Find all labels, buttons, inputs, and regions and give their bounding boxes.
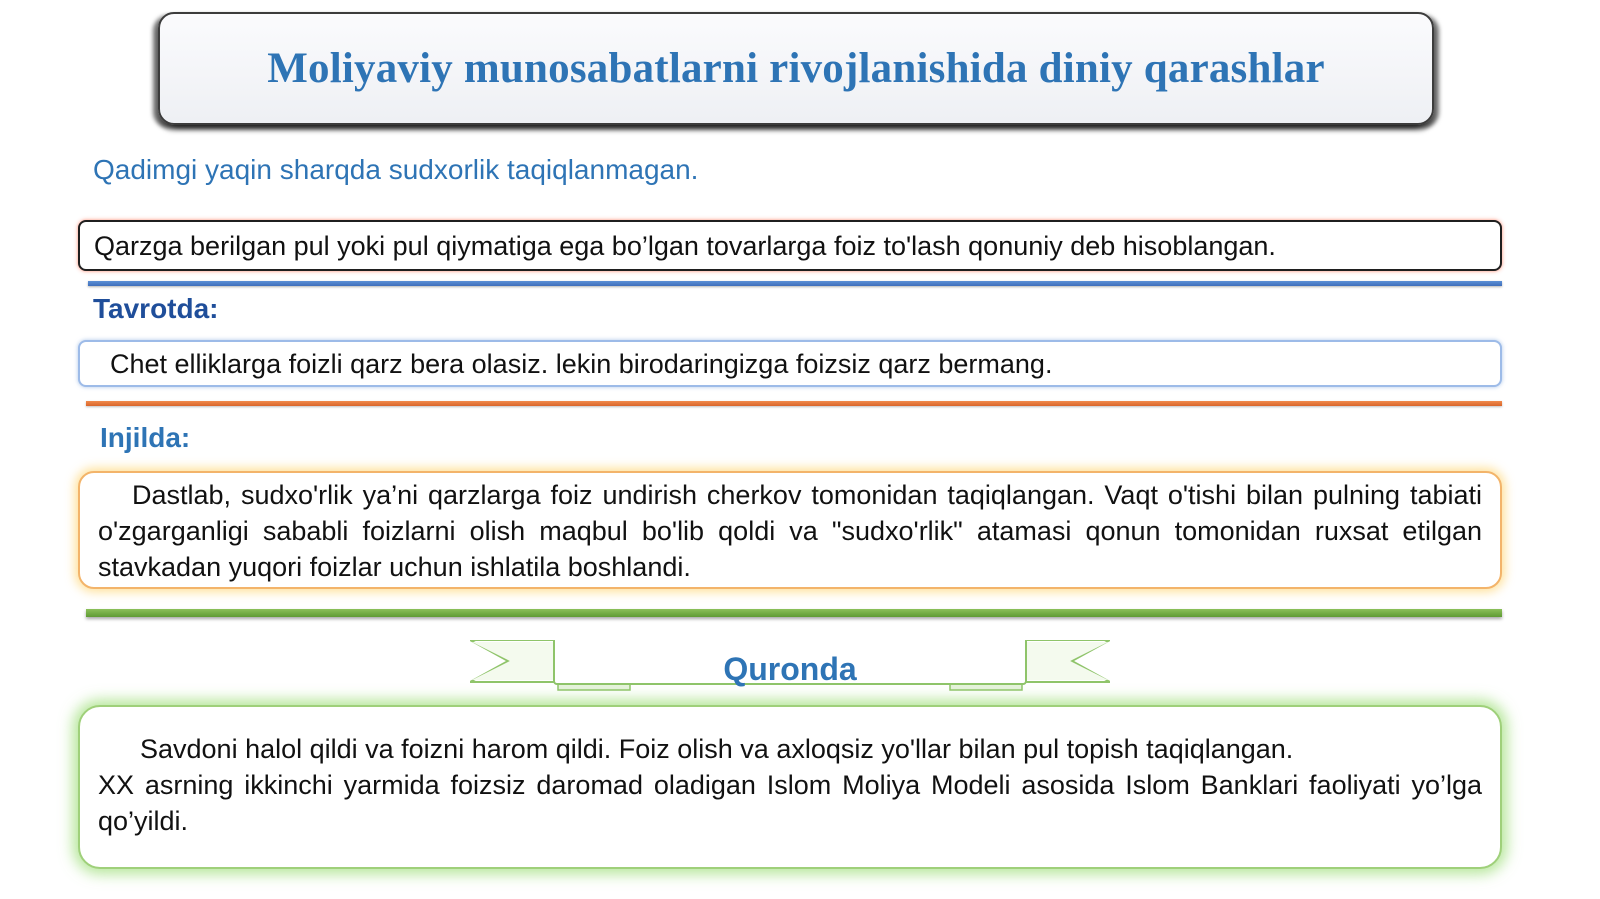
tavrot-heading: Tavrotda: <box>93 293 219 324</box>
quron-box <box>78 705 1502 869</box>
interest-legal-box <box>78 220 1502 271</box>
intro-text: Qadimgi yaqin sharqda sudxorlik taqiqlanmagan. <box>93 154 699 185</box>
interest-legal-text: Qarzga berilgan pul yoki pul qiymatiga ega bo’lgan tovarlarga foiz to'lash qonuniy deb hisoblangan. <box>94 231 1276 261</box>
divider-orange <box>86 401 1502 406</box>
injil-box <box>78 471 1502 589</box>
quron-line-1: Savdoni halol qildi va foizni harom qildi. Foiz olish va axloqsiz yo'llar bilan pul topish taqiqlangan. <box>140 734 1294 764</box>
quron-heading: Quronda <box>723 650 857 687</box>
divider-blue <box>88 281 1502 286</box>
divider-green <box>86 609 1502 617</box>
title-box <box>158 12 1434 125</box>
tavrot-text: Chet elliklarga foizli qarz bera olasiz. lekin birodaringizga foizsiz qarz bermang. <box>110 349 1053 379</box>
quron-line-2: XX asrning ikkinchi yarmida foizsiz daromad oladigan Islom Moliya Modeli asosida Islom Banklari faoliyati yo’lga qo’yildi. <box>98 770 1482 836</box>
injil-text: Dastlab, sudxo'rlik ya’ni qarzlarga foiz undirish cherkov tomonidan taqiqlangan. Vaqt o'tishi bilan pulning tabiati o'zgarganligi sababli foizlarni olish maqbul bo'lib qoldi va "sudxo'rlik" atamasi qonun tomonidan ruxsat etilgan stavkadan yuqori foizlar uchun ishlatila boshlandi. <box>98 480 1482 582</box>
injil-heading: Injilda: <box>100 422 191 453</box>
page-title: Moliyaviy munosabatlarni rivojlanishida diniy qarashlar <box>267 45 1325 92</box>
tavrot-box <box>78 340 1502 387</box>
